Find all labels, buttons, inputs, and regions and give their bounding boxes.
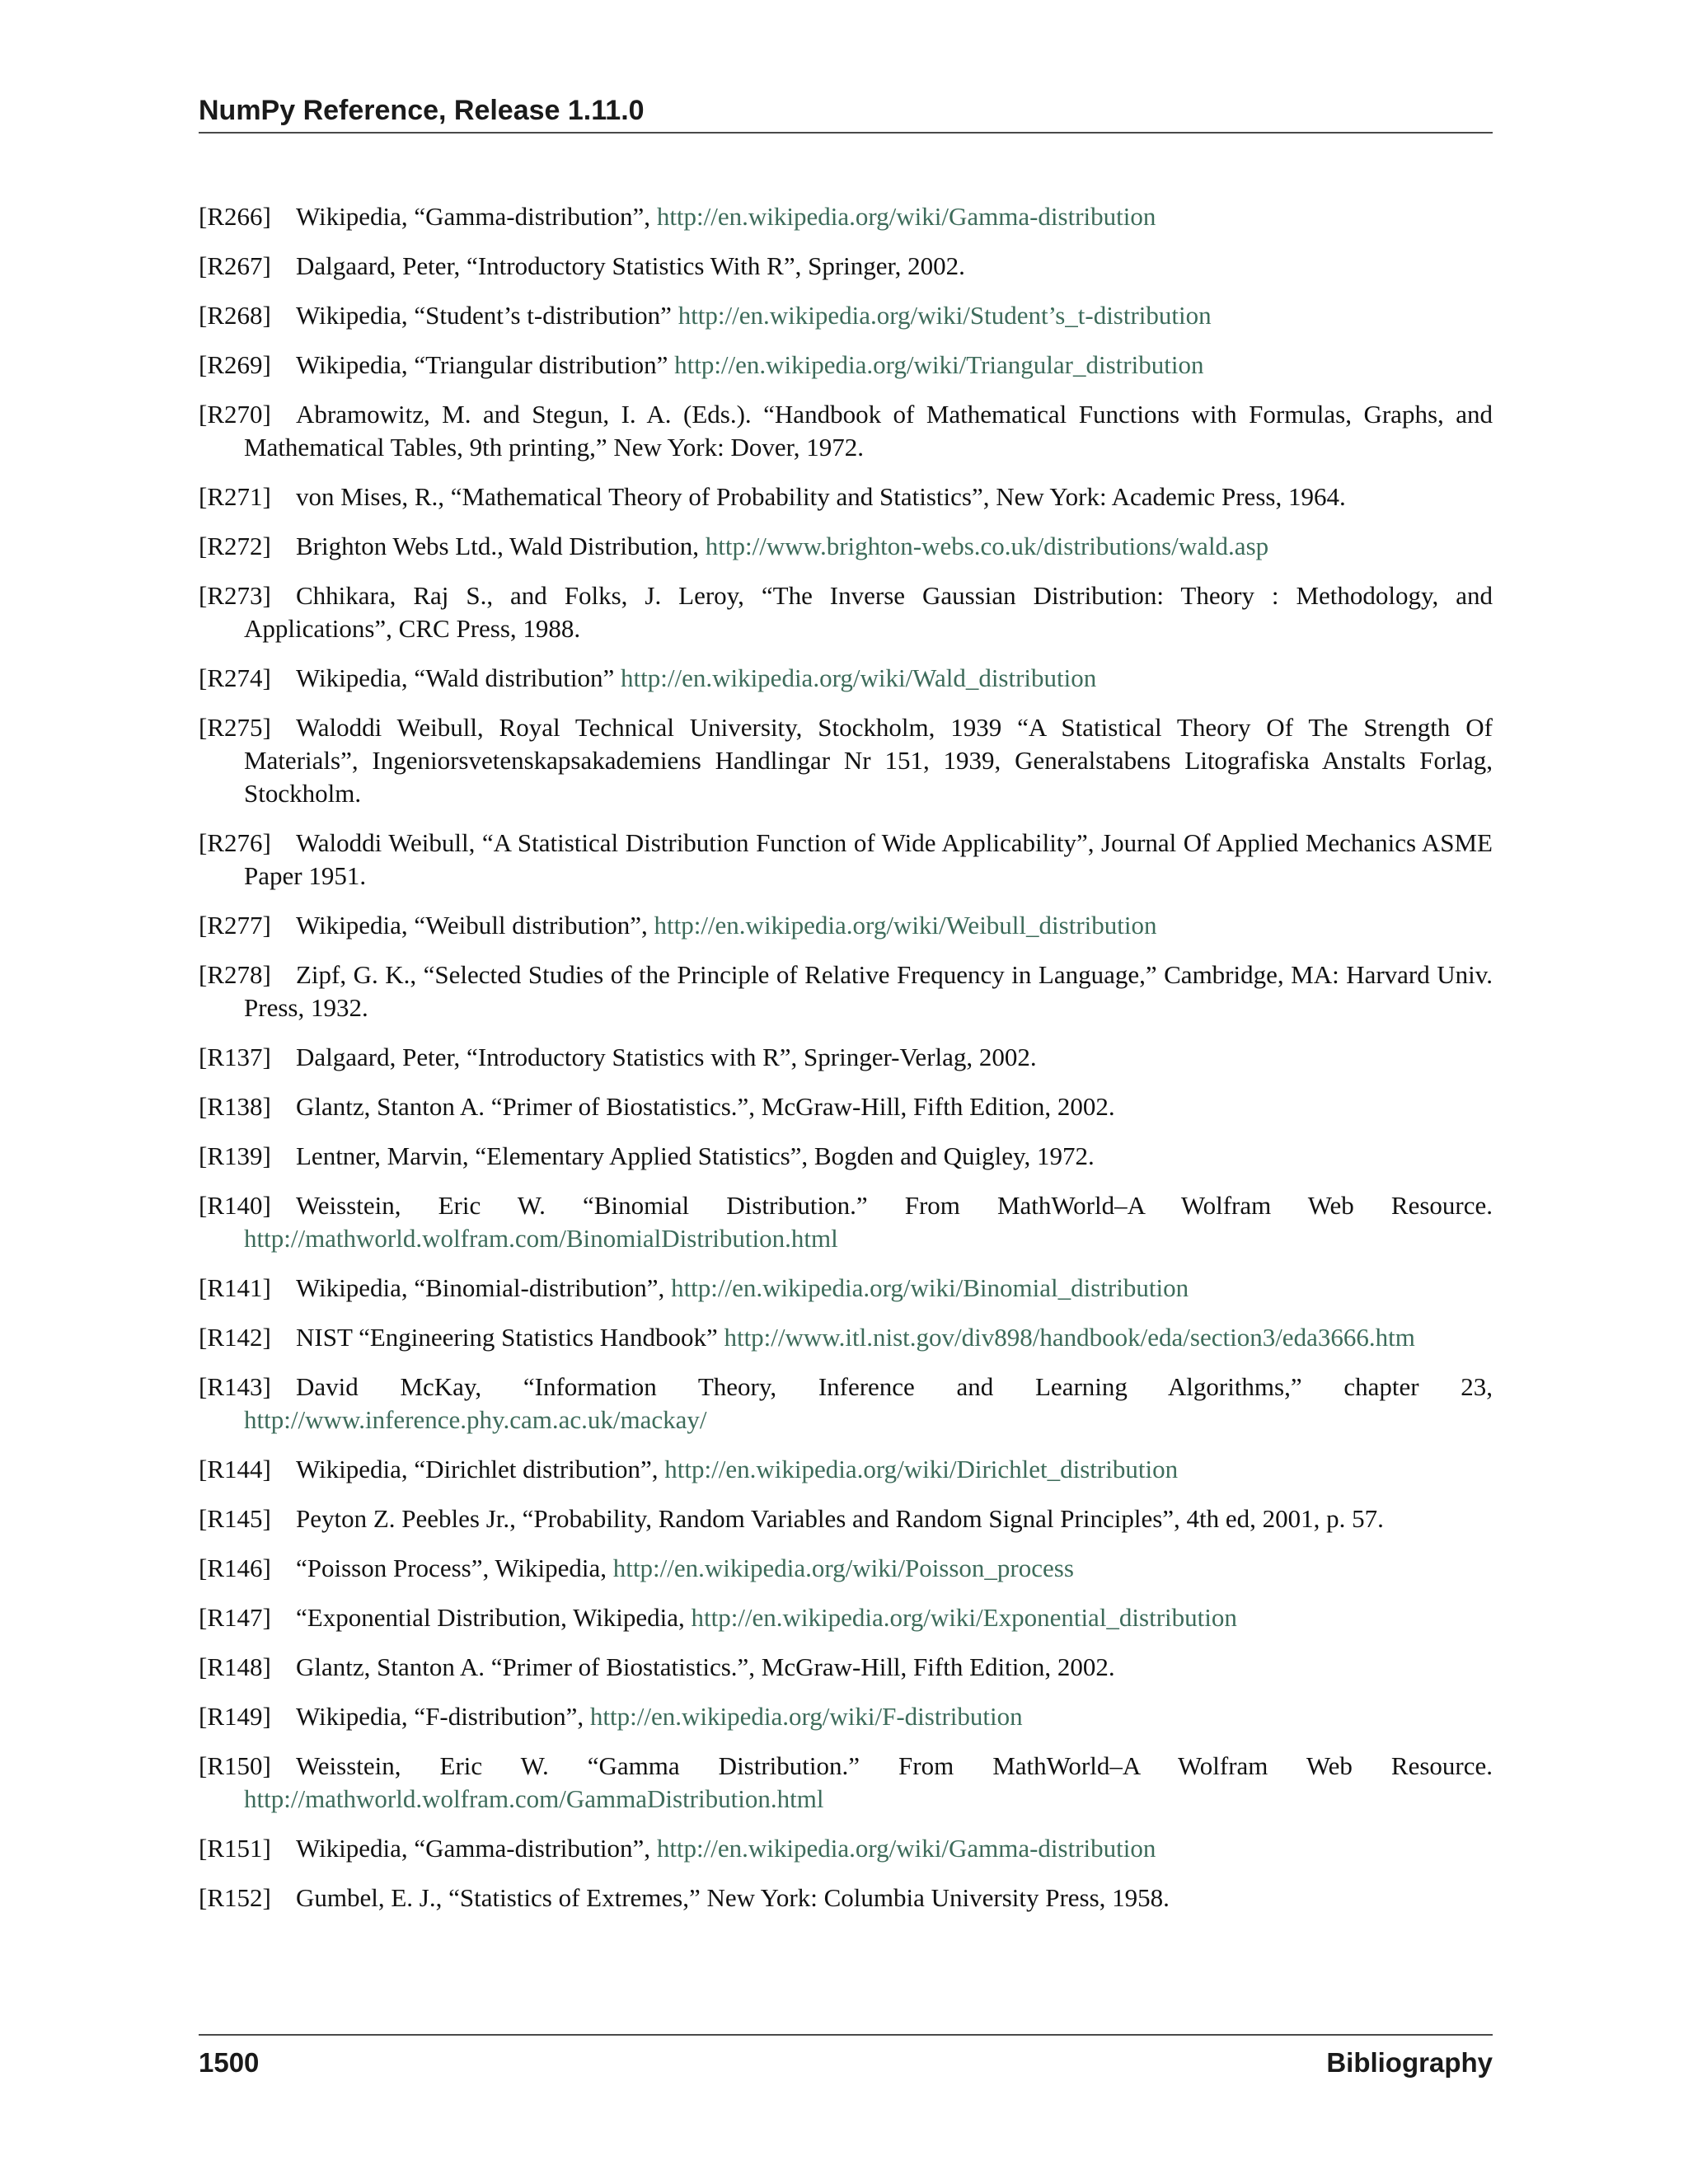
bibliography-entry bbox=[199, 530, 1493, 563]
bibliography-entry bbox=[199, 1750, 1493, 1816]
entry-text: Wikipedia, “Gamma-distribution”, bbox=[296, 202, 657, 231]
entry-text: Dalgaard, Peter, “Introductory Statistics With R”, Springer, 2002. bbox=[296, 251, 965, 280]
bibliography-entry bbox=[199, 349, 1493, 382]
bibliography-entry bbox=[199, 662, 1493, 695]
bibliography-entry bbox=[199, 1502, 1493, 1535]
bibliography-entry bbox=[199, 1140, 1493, 1173]
bibliography-entry bbox=[199, 1882, 1493, 1915]
bibliography-entry bbox=[199, 299, 1493, 332]
entry-link[interactable]: http://en.wikipedia.org/wiki/Dirichlet_distribution bbox=[664, 1455, 1179, 1483]
entry-label: [R275] bbox=[199, 713, 271, 742]
entry-label: [R144] bbox=[199, 1455, 271, 1483]
bibliography-entry bbox=[199, 1090, 1493, 1123]
entry-text: Wikipedia, “Dirichlet distribution”, bbox=[296, 1455, 665, 1483]
bibliography-entry bbox=[199, 909, 1493, 942]
entry-text: Waloddi Weibull, “A Statistical Distribution Function of Wide Applicability”, Journal Of Applied Mechanics ASME Paper 1951. bbox=[244, 828, 1493, 890]
entry-label: [R276] bbox=[199, 828, 271, 857]
entry-link[interactable]: http://en.wikipedia.org/wiki/Wald_distribution bbox=[621, 663, 1097, 692]
bibliography-entry bbox=[199, 1552, 1493, 1585]
bibliography-entry bbox=[199, 1272, 1493, 1305]
entry-text: Wikipedia, “Wald distribution” bbox=[296, 663, 621, 692]
entry-text: Wikipedia, “Student’s t-distribution” bbox=[296, 301, 678, 330]
entry-text: “Exponential Distribution, Wikipedia, bbox=[296, 1603, 692, 1632]
entry-link[interactable]: http://en.wikipedia.org/wiki/Poisson_process bbox=[612, 1554, 1074, 1582]
bibliography-entry bbox=[199, 711, 1493, 810]
entry-link[interactable]: http://www.itl.nist.gov/div898/handbook/eda/section3/eda3666.htm bbox=[724, 1323, 1415, 1352]
entry-label: [R141] bbox=[199, 1273, 271, 1302]
entry-link[interactable]: http://mathworld.wolfram.com/BinomialDistribution.html bbox=[244, 1224, 838, 1253]
bibliography-entry bbox=[199, 579, 1493, 645]
bibliography-list bbox=[199, 200, 1493, 1931]
entry-label: [R148] bbox=[199, 1652, 271, 1681]
entry-label: [R267] bbox=[199, 251, 271, 280]
entry-label: [R274] bbox=[199, 663, 271, 692]
entry-label: [R147] bbox=[199, 1603, 271, 1632]
entry-text: Brighton Webs Ltd., Wald Distribution, bbox=[296, 532, 706, 560]
bibliography-entry bbox=[199, 200, 1493, 233]
entry-label: [R266] bbox=[199, 202, 271, 231]
entry-link[interactable]: http://en.wikipedia.org/wiki/Exponential_distribution bbox=[691, 1603, 1237, 1632]
entry-text: Dalgaard, Peter, “Introductory Statistics with R”, Springer-Verlag, 2002. bbox=[296, 1043, 1037, 1071]
entry-label: [R152] bbox=[199, 1883, 271, 1912]
bibliography-entry bbox=[199, 250, 1493, 283]
bibliography-entry bbox=[199, 398, 1493, 464]
entry-text: Weisstein, Eric W. “Binomial Distribution.” From MathWorld–A Wolfram Web Resource. bbox=[296, 1191, 1493, 1220]
entry-label: [R149] bbox=[199, 1702, 271, 1731]
entry-text: David McKay, “Information Theory, Inference and Learning Algorithms,” chapter 23, bbox=[296, 1372, 1493, 1401]
entry-link[interactable]: http://mathworld.wolfram.com/GammaDistribution.html bbox=[244, 1784, 824, 1813]
header-title: NumPy Reference, Release 1.11.0 bbox=[199, 95, 645, 126]
bibliography-entry bbox=[199, 1651, 1493, 1684]
entry-text: Glantz, Stanton A. “Primer of Biostatistics.”, McGraw-Hill, Fifth Edition, 2002. bbox=[296, 1092, 1115, 1121]
entry-text: Peyton Z. Peebles Jr., “Probability, Random Variables and Random Signal Principles”, 4th ed, 2001, p. 57. bbox=[296, 1504, 1384, 1533]
entry-label: [R138] bbox=[199, 1092, 271, 1121]
entry-text: Glantz, Stanton A. “Primer of Biostatistics.”, McGraw-Hill, Fifth Edition, 2002. bbox=[296, 1652, 1115, 1681]
entry-link[interactable]: http://en.wikipedia.org/wiki/Gamma-distribution bbox=[656, 1834, 1156, 1863]
entry-link[interactable]: http://www.brighton-webs.co.uk/distributions/wald.asp bbox=[705, 532, 1269, 560]
footer-page-number: 1500 bbox=[199, 2047, 260, 2078]
entry-label: [R142] bbox=[199, 1323, 271, 1352]
bibliography-entry bbox=[199, 827, 1493, 893]
entry-label: [R140] bbox=[199, 1191, 271, 1220]
page-header bbox=[199, 91, 1493, 134]
entry-text: von Mises, R., “Mathematical Theory of Probability and Statistics”, New York: Academic Press, 1964. bbox=[296, 482, 1346, 511]
entry-label: [R278] bbox=[199, 960, 271, 989]
entry-text: Wikipedia, “Triangular distribution” bbox=[296, 350, 675, 379]
bibliography-entry bbox=[199, 1700, 1493, 1733]
entry-label: [R150] bbox=[199, 1751, 271, 1780]
bibliography-entry bbox=[199, 1601, 1493, 1634]
bibliography-entry bbox=[199, 958, 1493, 1024]
entry-label: [R151] bbox=[199, 1834, 271, 1863]
bibliography-entry bbox=[199, 1453, 1493, 1486]
entry-link[interactable]: http://www.inference.phy.cam.ac.uk/mackay/ bbox=[244, 1405, 707, 1434]
footer-section-title: Bibliography bbox=[1326, 2047, 1493, 2078]
entry-text: NIST “Engineering Statistics Handbook” bbox=[296, 1323, 724, 1352]
entry-link[interactable]: http://en.wikipedia.org/wiki/Weibull_distribution bbox=[654, 911, 1157, 940]
entry-link[interactable]: http://en.wikipedia.org/wiki/Triangular_distribution bbox=[674, 350, 1204, 379]
entry-text: Gumbel, E. J., “Statistics of Extremes,” New York: Columbia University Press, 1958. bbox=[296, 1883, 1170, 1912]
entry-text: Chhikara, Raj S., and Folks, J. Leroy, “The Inverse Gaussian Distribution: Theory : Methodology, and Applications”, CRC Press, 1988. bbox=[244, 581, 1493, 643]
entry-text: Zipf, G. K., “Selected Studies of the Principle of Relative Frequency in Language,” Cambridge, MA: Harvard Univ. Press, 1932. bbox=[244, 960, 1493, 1022]
entry-link[interactable]: http://en.wikipedia.org/wiki/Gamma-distribution bbox=[656, 202, 1156, 231]
entry-text: Wikipedia, “Weibull distribution”, bbox=[296, 911, 654, 940]
entry-label: [R273] bbox=[199, 581, 271, 610]
entry-text: “Poisson Process”, Wikipedia, bbox=[296, 1554, 613, 1582]
bibliography-entry bbox=[199, 1041, 1493, 1074]
entry-label: [R271] bbox=[199, 482, 271, 511]
entry-label: [R139] bbox=[199, 1141, 271, 1170]
entry-label: [R272] bbox=[199, 532, 271, 560]
bibliography-entry bbox=[199, 1321, 1493, 1354]
entry-link[interactable]: http://en.wikipedia.org/wiki/Binomial_distribution bbox=[671, 1273, 1189, 1302]
entry-text: Abramowitz, M. and Stegun, I. A. (Eds.). “Handbook of Mathematical Functions with Formulas, Graphs, and Mathematical Tables, 9th printing,” New York: Dover, 1972. bbox=[244, 400, 1493, 462]
page-footer bbox=[199, 2034, 1493, 2085]
bibliography-entry bbox=[199, 1832, 1493, 1865]
entry-label: [R270] bbox=[199, 400, 271, 429]
entry-link[interactable]: http://en.wikipedia.org/wiki/F-distribution bbox=[589, 1702, 1023, 1731]
entry-label: [R137] bbox=[199, 1043, 271, 1071]
entry-label: [R145] bbox=[199, 1504, 271, 1533]
entry-text: Weisstein, Eric W. “Gamma Distribution.” From MathWorld–A Wolfram Web Resource. bbox=[296, 1751, 1493, 1780]
bibliography-entry bbox=[199, 480, 1493, 513]
entry-text: Wikipedia, “F-distribution”, bbox=[296, 1702, 590, 1731]
entry-text: Wikipedia, “Gamma-distribution”, bbox=[296, 1834, 657, 1863]
entry-label: [R269] bbox=[199, 350, 271, 379]
entry-label: [R268] bbox=[199, 301, 271, 330]
entry-link[interactable]: http://en.wikipedia.org/wiki/Student’s_t-distribution bbox=[678, 301, 1212, 330]
entry-label: [R277] bbox=[199, 911, 271, 940]
entry-text: Waloddi Weibull, Royal Technical University, Stockholm, 1939 “A Statistical Theory Of The Strength Of Materials”, Ingeniorsvetenskapsakademiens Handlingar Nr 151, 1939, Generalstabens Litografiska Anstalts Forlag, Stockholm. bbox=[244, 713, 1493, 808]
bibliography-entry bbox=[199, 1371, 1493, 1436]
entry-text: Wikipedia, “Binomial-distribution”, bbox=[296, 1273, 672, 1302]
entry-text: Lentner, Marvin, “Elementary Applied Statistics”, Bogden and Quigley, 1972. bbox=[296, 1141, 1095, 1170]
entry-label: [R143] bbox=[199, 1372, 271, 1401]
entry-label: [R146] bbox=[199, 1554, 271, 1582]
bibliography-entry bbox=[199, 1189, 1493, 1255]
